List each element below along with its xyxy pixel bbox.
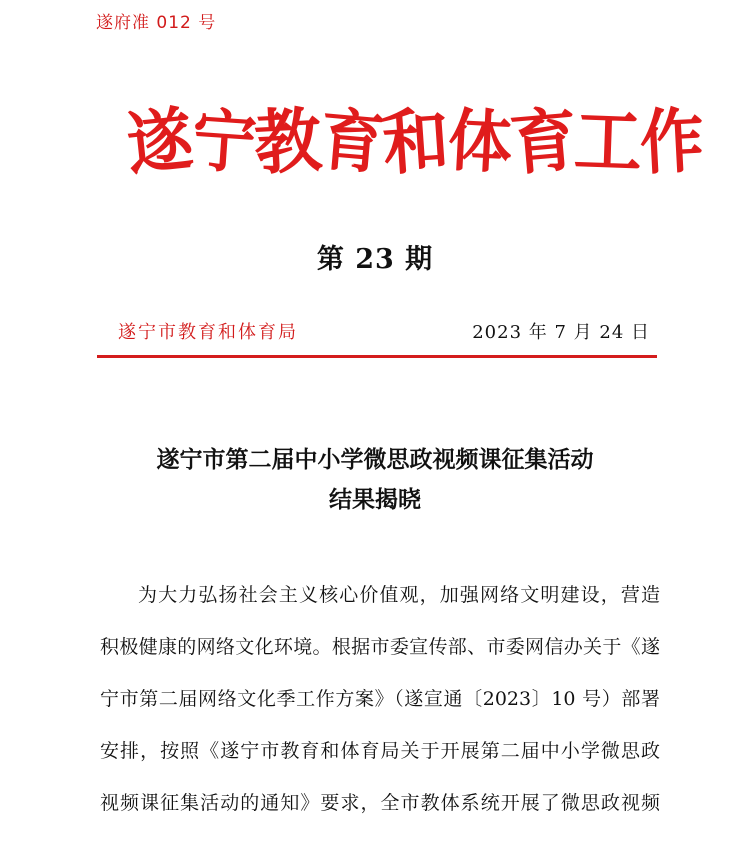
masthead-char: 宁 (189, 101, 259, 185)
article-title-line: 遂宁市第二届中小学微思政视频课征集活动 (156, 446, 594, 473)
masthead-title (123, 78, 707, 208)
issue-number: 第 23 期 (316, 244, 434, 275)
body-line: 视频课征集活动的通知》要求，全市教体系统开展了微思政视频 (100, 792, 660, 814)
article-body (100, 569, 660, 829)
publish-date: 2023 年 7 月 24 日 (472, 322, 650, 343)
article-title-line: 结果揭晓 (329, 486, 421, 513)
masthead-char: 体 (445, 102, 515, 184)
masthead-char: 遂 (123, 99, 197, 187)
masthead-char: 作 (637, 100, 707, 186)
body-line: 宁市第二届网络文化季工作方案》（遂宣通〔2023〕10 号）部署 (100, 688, 660, 710)
masthead-char: 教 (252, 100, 324, 186)
document-number: 遂府准 012 号 (96, 13, 217, 33)
body-line: 安排，按照《遂宁市教育和体育局关于开展第二届中小学微思政 (100, 740, 660, 762)
publisher-name: 遂宁市教育和体育局 (118, 322, 298, 343)
body-line: 积极健康的网络文化环境。根据市委宣传部、市委网信办关于《遂 (100, 636, 660, 658)
article-title (0, 440, 750, 520)
masthead-char: 工 (572, 100, 644, 186)
body-line: 为大力弘扬社会主义核心价值观，加强网络文明建设，营造 (138, 584, 660, 606)
header-divider (97, 355, 657, 358)
masthead-char: 育 (507, 100, 581, 186)
masthead-char: 和 (379, 100, 453, 186)
masthead-char: 育 (316, 101, 388, 185)
